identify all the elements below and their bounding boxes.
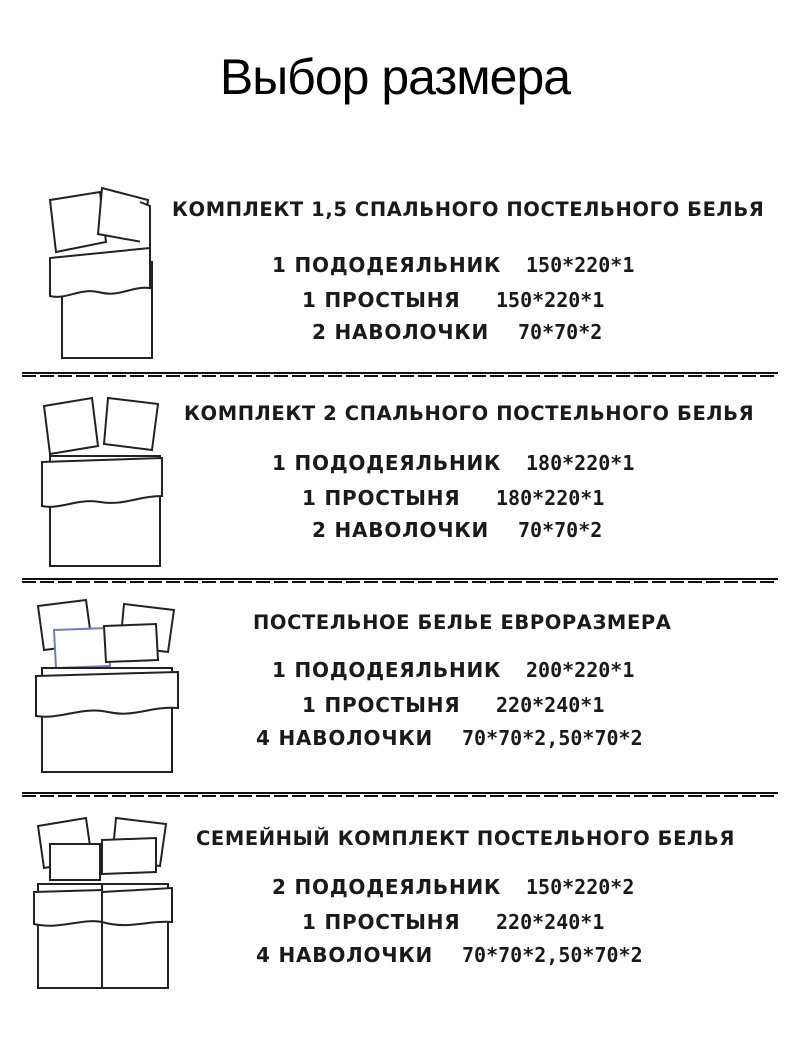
item-name: 2 НАВОЛОЧКИ <box>312 320 490 344</box>
item-name: 1 ПОДОДЕЯЛЬНИК <box>272 658 502 682</box>
single-bed-icon <box>40 182 160 362</box>
item-size: 180*220*1 <box>526 451 635 475</box>
set-title: ПОСТЕЛЬНОЕ БЕЛЬЕ ЕВРОРАЗМЕРА <box>253 611 672 634</box>
item-name: 1 ПРОСТЫНЯ <box>302 910 461 934</box>
item-size: 150*220*2 <box>526 875 635 899</box>
page-title: Выбор размера <box>219 49 571 105</box>
item-size: 150*220*1 <box>526 253 635 277</box>
set-title: СЕМЕЙНЫЙ КОМПЛЕКТ ПОСТЕЛЬНОГО БЕЛЬЯ <box>196 827 735 850</box>
item-size: 220*240*1 <box>496 693 605 717</box>
item-name: 1 ПРОСТЫНЯ <box>302 693 461 717</box>
section-divider <box>22 578 778 584</box>
family-bed-icon <box>30 812 180 992</box>
section-divider <box>22 792 778 798</box>
item-name: 4 НАВОЛОЧКИ <box>256 943 434 967</box>
set-title: КОМПЛЕКТ 1,5 СПАЛЬНОГО ПОСТЕЛЬНОГО БЕЛЬЯ <box>172 198 765 221</box>
item-size: 200*220*1 <box>526 658 635 682</box>
item-size: 70*70*2,50*70*2 <box>462 726 643 750</box>
item-name: 1 ПОДОДЕЯЛЬНИК <box>272 451 502 475</box>
double-bed-icon <box>38 392 168 572</box>
item-size: 150*220*1 <box>496 288 605 312</box>
item-name: 4 НАВОЛОЧКИ <box>256 726 434 750</box>
item-name: 2 НАВОЛОЧКИ <box>312 518 490 542</box>
item-name: 1 ПРОСТЫНЯ <box>302 288 461 312</box>
item-size: 180*220*1 <box>496 486 605 510</box>
set-title: КОМПЛЕКТ 2 СПАЛЬНОГО ПОСТЕЛЬНОГО БЕЛЬЯ <box>184 402 755 425</box>
section-divider <box>22 372 778 378</box>
item-size: 70*70*2,50*70*2 <box>462 943 643 967</box>
item-size: 70*70*2 <box>518 320 603 344</box>
item-size: 220*240*1 <box>496 910 605 934</box>
item-size: 70*70*2 <box>518 518 603 542</box>
item-name: 2 ПОДОДЕЯЛЬНИК <box>272 875 502 899</box>
item-name: 1 ПРОСТЫНЯ <box>302 486 461 510</box>
euro-bed-icon <box>32 596 182 776</box>
item-name: 1 ПОДОДЕЯЛЬНИК <box>272 253 502 277</box>
